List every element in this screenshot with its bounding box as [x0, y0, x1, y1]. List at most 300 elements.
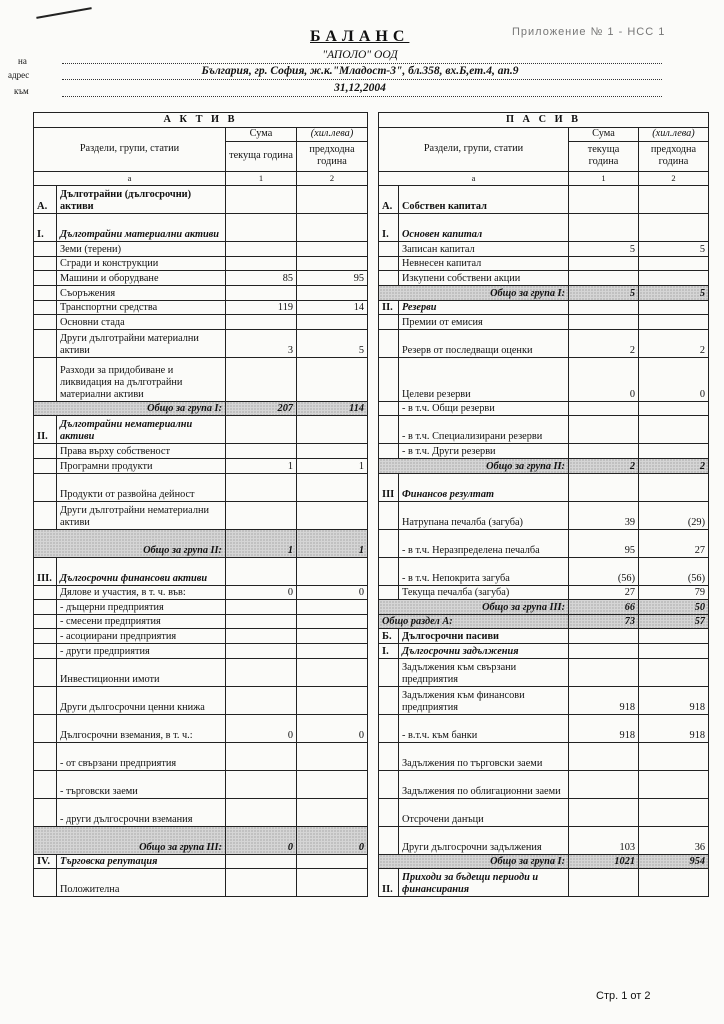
current-year-value	[226, 186, 297, 214]
company-name: "АПОЛО" ООД	[322, 49, 398, 61]
current-year-value	[569, 742, 639, 770]
table-row	[34, 686, 368, 714]
current-year-value	[226, 658, 297, 686]
previous-year-value: 27	[639, 529, 709, 557]
row-label: Други дългосрочни задължения	[399, 826, 569, 854]
previous-year-value	[639, 315, 709, 330]
row-code	[379, 557, 399, 585]
label-address: адрес	[8, 70, 30, 80]
row-label: Приходи за бъдещи периоди и финансирания	[399, 869, 569, 897]
row-code: II.	[34, 416, 57, 444]
current-year-value: 85	[226, 271, 297, 286]
previous-year-value	[297, 770, 368, 798]
table-row	[34, 869, 368, 897]
table-row	[34, 585, 368, 600]
previous-year-value: 57	[639, 614, 709, 629]
table-row	[34, 529, 368, 557]
previous-year-value	[297, 600, 368, 615]
col-index-1: 1	[226, 171, 297, 186]
table-row	[34, 300, 368, 315]
previous-year-value	[297, 416, 368, 444]
current-year-value	[569, 256, 639, 271]
row-code	[379, 501, 399, 529]
table-row	[379, 585, 709, 600]
previous-year-value: 1	[297, 529, 368, 557]
row-label: - в т.ч. Специализирани резерви	[399, 416, 569, 444]
row-code	[34, 600, 57, 615]
row-code	[379, 416, 399, 444]
previous-year-value: 0	[297, 826, 368, 854]
previous-year-value	[297, 658, 368, 686]
previous-year-value	[639, 416, 709, 444]
previous-year-value: 2	[639, 329, 709, 357]
row-label: Резерви	[399, 300, 569, 315]
col-index-2: 2	[639, 171, 709, 186]
current-year-value: 1	[226, 458, 297, 473]
previous-year-value: 918	[639, 714, 709, 742]
table-row	[379, 401, 709, 416]
previous-year-value	[297, 854, 368, 869]
row-code	[379, 585, 399, 600]
current-year-value	[569, 473, 639, 501]
row-label: Други дългосрочни ценни книжа	[57, 686, 226, 714]
row-code: I.	[379, 643, 399, 658]
previous-year-value: 5	[639, 285, 709, 300]
table-row	[379, 285, 709, 300]
row-code	[379, 798, 399, 826]
row-code	[34, 329, 57, 357]
previous-year-value	[639, 658, 709, 686]
table-row	[34, 473, 368, 501]
current-year-value: 1	[226, 529, 297, 557]
previous-year-value	[639, 643, 709, 658]
units-header: (хил.лева)	[297, 127, 368, 141]
previous-year-value	[297, 742, 368, 770]
row-label: - в т.ч. Общи резерви	[399, 401, 569, 416]
previous-year-value: 0	[639, 357, 709, 401]
row-label: Други дълготрайни материални активи	[57, 329, 226, 357]
row-label: - други дългосрочни вземания	[57, 798, 226, 826]
row-label: Резерв от последващи оценки	[399, 329, 569, 357]
current-year-value	[569, 643, 639, 658]
table-row	[379, 600, 709, 615]
current-year-value: 0	[569, 357, 639, 401]
current-year-value: 5	[569, 285, 639, 300]
current-year-value	[226, 214, 297, 242]
row-label: Земи (терени)	[57, 242, 226, 257]
table-row	[379, 714, 709, 742]
previous-year-value: 95	[297, 271, 368, 286]
row-label: Дългосрочни пасиви	[399, 629, 569, 644]
row-code	[34, 643, 57, 658]
pasiv-caption: П А С И В	[379, 113, 709, 128]
previous-year-value: 114	[297, 401, 368, 416]
current-year-value	[226, 416, 297, 444]
row-label: Сгради и конструкции	[57, 256, 226, 271]
table-row	[34, 214, 368, 242]
current-year-value	[226, 614, 297, 629]
row-label: Целеви резерви	[399, 357, 569, 401]
previous-year-value: 0	[297, 714, 368, 742]
col-index-a: а	[34, 171, 226, 186]
previous-year-value	[639, 186, 709, 214]
current-year-value	[226, 643, 297, 658]
row-label: Дялове и участия, в т. ч. във:	[57, 585, 226, 600]
sections-header: Раздели, групи, статии	[34, 127, 226, 171]
previous-year-value: 50	[639, 600, 709, 615]
current-year-value	[569, 658, 639, 686]
previous-year-value	[297, 629, 368, 644]
current-year-header: текуща година	[569, 141, 639, 171]
current-year-value: 66	[569, 600, 639, 615]
previous-year-value	[297, 501, 368, 529]
table-row	[379, 357, 709, 401]
previous-year-value	[297, 798, 368, 826]
row-label: Задължения към финансови предприятия	[399, 686, 569, 714]
row-label: Задължения по търговски заеми	[399, 742, 569, 770]
table-row	[34, 854, 368, 869]
table-row	[34, 271, 368, 286]
company-line	[62, 63, 662, 64]
row-code	[379, 529, 399, 557]
current-year-value: 3	[226, 329, 297, 357]
row-code	[34, 256, 57, 271]
current-year-value	[569, 186, 639, 214]
row-label: - смесени предприятия	[57, 614, 226, 629]
table-row	[34, 557, 368, 585]
table-row	[34, 614, 368, 629]
previous-year-value	[639, 473, 709, 501]
row-label: Дългосрочни задължения	[399, 643, 569, 658]
row-code: III.	[34, 557, 57, 585]
previous-year-value	[639, 401, 709, 416]
row-code: IV.	[34, 854, 57, 869]
row-code	[34, 585, 57, 600]
previous-year-value	[639, 798, 709, 826]
previous-year-value	[639, 444, 709, 459]
row-code	[379, 329, 399, 357]
address-line	[62, 79, 662, 80]
row-code	[379, 401, 399, 416]
row-code	[34, 742, 57, 770]
current-year-value: 103	[569, 826, 639, 854]
previous-year-value: 1	[297, 458, 368, 473]
row-label: Невнесен капитал	[399, 256, 569, 271]
row-code	[379, 686, 399, 714]
row-label: - от свързани предприятия	[57, 742, 226, 770]
row-label: Други дълготрайни нематериални активи	[57, 501, 226, 529]
row-label: Дълготрайни материални активи	[57, 214, 226, 242]
previous-year-value: (29)	[639, 501, 709, 529]
table-row	[34, 242, 368, 257]
row-code	[34, 714, 57, 742]
current-year-value	[226, 557, 297, 585]
previous-year-value	[639, 256, 709, 271]
row-label: - в т.ч. Неразпределена печалба	[399, 529, 569, 557]
row-code	[34, 770, 57, 798]
current-year-value	[226, 357, 297, 401]
group-total-label: Общо раздел А:	[379, 614, 569, 629]
current-year-value	[569, 629, 639, 644]
table-row	[379, 501, 709, 529]
previous-year-value	[297, 214, 368, 242]
row-code	[379, 315, 399, 330]
current-year-value	[226, 473, 297, 501]
row-label: Текуща печалба (загуба)	[399, 585, 569, 600]
current-year-value: 39	[569, 501, 639, 529]
table-row	[34, 742, 368, 770]
table-row	[379, 798, 709, 826]
current-year-value: 207	[226, 401, 297, 416]
row-code	[34, 444, 57, 459]
table-row	[379, 271, 709, 286]
previous-year-value	[297, 686, 368, 714]
row-label: - дъщерни предприятия	[57, 600, 226, 615]
current-year-value: 918	[569, 686, 639, 714]
table-row	[379, 826, 709, 854]
table-row	[379, 614, 709, 629]
table-row	[34, 643, 368, 658]
row-code	[34, 798, 57, 826]
current-year-value: 95	[569, 529, 639, 557]
group-total-label: Общо за група II:	[379, 458, 569, 473]
previous-year-value: 918	[639, 686, 709, 714]
current-year-value	[569, 444, 639, 459]
sections-header: Раздели, групи, статии	[379, 127, 569, 171]
table-row	[34, 357, 368, 401]
row-label: Инвестиционни имоти	[57, 658, 226, 686]
previous-year-value	[297, 285, 368, 300]
row-code	[379, 256, 399, 271]
suma-header: Сума	[569, 127, 639, 141]
current-year-value	[226, 742, 297, 770]
table-row	[34, 285, 368, 300]
previous-year-value	[297, 444, 368, 459]
previous-year-value: 2	[639, 458, 709, 473]
row-label: Записан капитал	[399, 242, 569, 257]
previous-year-value	[639, 214, 709, 242]
previous-year-value	[639, 300, 709, 315]
row-code: III	[379, 473, 399, 501]
previous-year-value	[639, 869, 709, 897]
balance-date: 31,12,2004	[334, 82, 386, 94]
page-number: Стр. 1 от 2	[596, 990, 651, 1002]
table-row	[34, 329, 368, 357]
row-code	[34, 458, 57, 473]
table-row	[34, 629, 368, 644]
row-label: Отсрочени данъци	[399, 798, 569, 826]
row-label: Програмни продукти	[57, 458, 226, 473]
appendix-code: Приложение № 1 - НСС 1	[512, 26, 666, 38]
row-code: Б.	[379, 629, 399, 644]
previous-year-value: 954	[639, 854, 709, 869]
company-address: България, гр. София, ж.к."Младост-3", бл.358, вх.Б,ет.4, ап.9	[201, 65, 519, 77]
row-label: Дългосрочни финансови активи	[57, 557, 226, 585]
col-index-a: а	[379, 171, 569, 186]
row-code	[379, 658, 399, 686]
current-year-value	[226, 798, 297, 826]
row-code: I.	[34, 214, 57, 242]
previous-year-value	[297, 357, 368, 401]
table-row	[34, 798, 368, 826]
table-row	[34, 658, 368, 686]
row-label: Положителна	[57, 869, 226, 897]
current-year-value: 73	[569, 614, 639, 629]
previous-year-value: 5	[297, 329, 368, 357]
current-year-value: 0	[226, 714, 297, 742]
row-label: Натрупана печалба (загуба)	[399, 501, 569, 529]
row-code	[34, 473, 57, 501]
row-label: Права върху собственост	[57, 444, 226, 459]
table-row	[34, 186, 368, 214]
group-total-label: Общо за група II:	[34, 529, 226, 557]
previous-year-value: 36	[639, 826, 709, 854]
row-code	[379, 444, 399, 459]
previous-year-value	[297, 614, 368, 629]
row-code: II.	[379, 869, 399, 897]
row-code	[34, 242, 57, 257]
table-row	[34, 770, 368, 798]
table-row	[34, 315, 368, 330]
table-row	[34, 501, 368, 529]
current-year-value	[569, 869, 639, 897]
group-total-label: Общо за група I:	[34, 401, 226, 416]
current-year-value: 0	[226, 826, 297, 854]
table-row	[34, 714, 368, 742]
previous-year-value: 14	[297, 300, 368, 315]
col-index-2: 2	[297, 171, 368, 186]
row-label: Изкупени собствени акции	[399, 271, 569, 286]
row-label: Основен капитал	[399, 214, 569, 242]
previous-year-header: предходна година	[297, 141, 368, 171]
current-year-value	[226, 256, 297, 271]
table-row	[379, 742, 709, 770]
row-label: Търговска репутация	[57, 854, 226, 869]
current-year-value	[569, 214, 639, 242]
row-label: Машини и оборудване	[57, 271, 226, 286]
row-code	[34, 501, 57, 529]
row-code	[34, 629, 57, 644]
row-label: Собствен капитал	[399, 186, 569, 214]
row-label: Задължения по облигационни заеми	[399, 770, 569, 798]
previous-year-value: 0	[297, 585, 368, 600]
table-row	[34, 256, 368, 271]
aktiv-caption: А К Т И В	[34, 113, 368, 128]
previous-year-value: (56)	[639, 557, 709, 585]
current-year-value	[226, 242, 297, 257]
row-code	[379, 742, 399, 770]
row-code: II.	[379, 300, 399, 315]
current-year-value	[569, 401, 639, 416]
aktiv-table	[33, 112, 368, 897]
row-code	[379, 242, 399, 257]
page-title: БАЛАНС	[310, 28, 410, 45]
table-row	[34, 444, 368, 459]
pasiv-table	[378, 112, 709, 897]
current-year-value	[569, 416, 639, 444]
current-year-value	[226, 869, 297, 897]
row-label: Дълготрайни нематериални активи	[57, 416, 226, 444]
row-label: Разходи за придобиване и ликвидация на дълготрайни материални активи	[57, 357, 226, 401]
previous-year-value	[639, 271, 709, 286]
current-year-value	[569, 315, 639, 330]
col-index-1: 1	[569, 171, 639, 186]
table-row	[379, 444, 709, 459]
table-row	[379, 186, 709, 214]
row-label: - търговски заеми	[57, 770, 226, 798]
current-year-value	[569, 300, 639, 315]
previous-year-value: 79	[639, 585, 709, 600]
row-label: Основни стада	[57, 315, 226, 330]
current-year-value	[226, 686, 297, 714]
table-row	[379, 643, 709, 658]
previous-year-value	[639, 742, 709, 770]
current-year-value: 27	[569, 585, 639, 600]
table-row	[379, 854, 709, 869]
pen-mark	[36, 7, 91, 19]
table-row	[379, 869, 709, 897]
current-year-value: (56)	[569, 557, 639, 585]
current-year-value	[226, 501, 297, 529]
row-code: А.	[34, 186, 57, 214]
table-row	[379, 629, 709, 644]
previous-year-value	[297, 256, 368, 271]
current-year-value	[569, 770, 639, 798]
table-row	[379, 315, 709, 330]
row-label: - в.т.ч. към банки	[399, 714, 569, 742]
row-code	[34, 300, 57, 315]
row-label: Дълготрайни (дългосрочни) активи	[57, 186, 226, 214]
current-year-value	[226, 854, 297, 869]
row-label: Съоръжения	[57, 285, 226, 300]
row-code	[34, 686, 57, 714]
table-row	[379, 256, 709, 271]
row-code	[379, 826, 399, 854]
current-year-value	[569, 271, 639, 286]
table-row	[379, 686, 709, 714]
table-row	[379, 770, 709, 798]
table-row	[379, 242, 709, 257]
row-label: Дългосрочни вземания, в т. ч.:	[57, 714, 226, 742]
row-code	[379, 357, 399, 401]
previous-year-value: 5	[639, 242, 709, 257]
current-year-value: 0	[226, 585, 297, 600]
current-year-value: 5	[569, 242, 639, 257]
current-year-value	[226, 315, 297, 330]
current-year-value	[569, 798, 639, 826]
previous-year-value	[639, 629, 709, 644]
current-year-header: текуща година	[226, 141, 297, 171]
current-year-value: 1021	[569, 854, 639, 869]
row-code	[34, 271, 57, 286]
row-code	[34, 285, 57, 300]
row-code	[379, 770, 399, 798]
group-total-label: Общо за група I:	[379, 854, 569, 869]
table-row	[379, 214, 709, 242]
date-line	[62, 96, 662, 97]
previous-year-value	[297, 473, 368, 501]
previous-year-header: предходна година	[639, 141, 709, 171]
current-year-value	[226, 770, 297, 798]
row-code	[34, 869, 57, 897]
previous-year-value	[297, 186, 368, 214]
group-total-label: Общо за група I:	[379, 285, 569, 300]
previous-year-value	[297, 315, 368, 330]
table-row	[379, 557, 709, 585]
current-year-value: 2	[569, 329, 639, 357]
row-label: Премии от емисия	[399, 315, 569, 330]
table-row	[379, 329, 709, 357]
